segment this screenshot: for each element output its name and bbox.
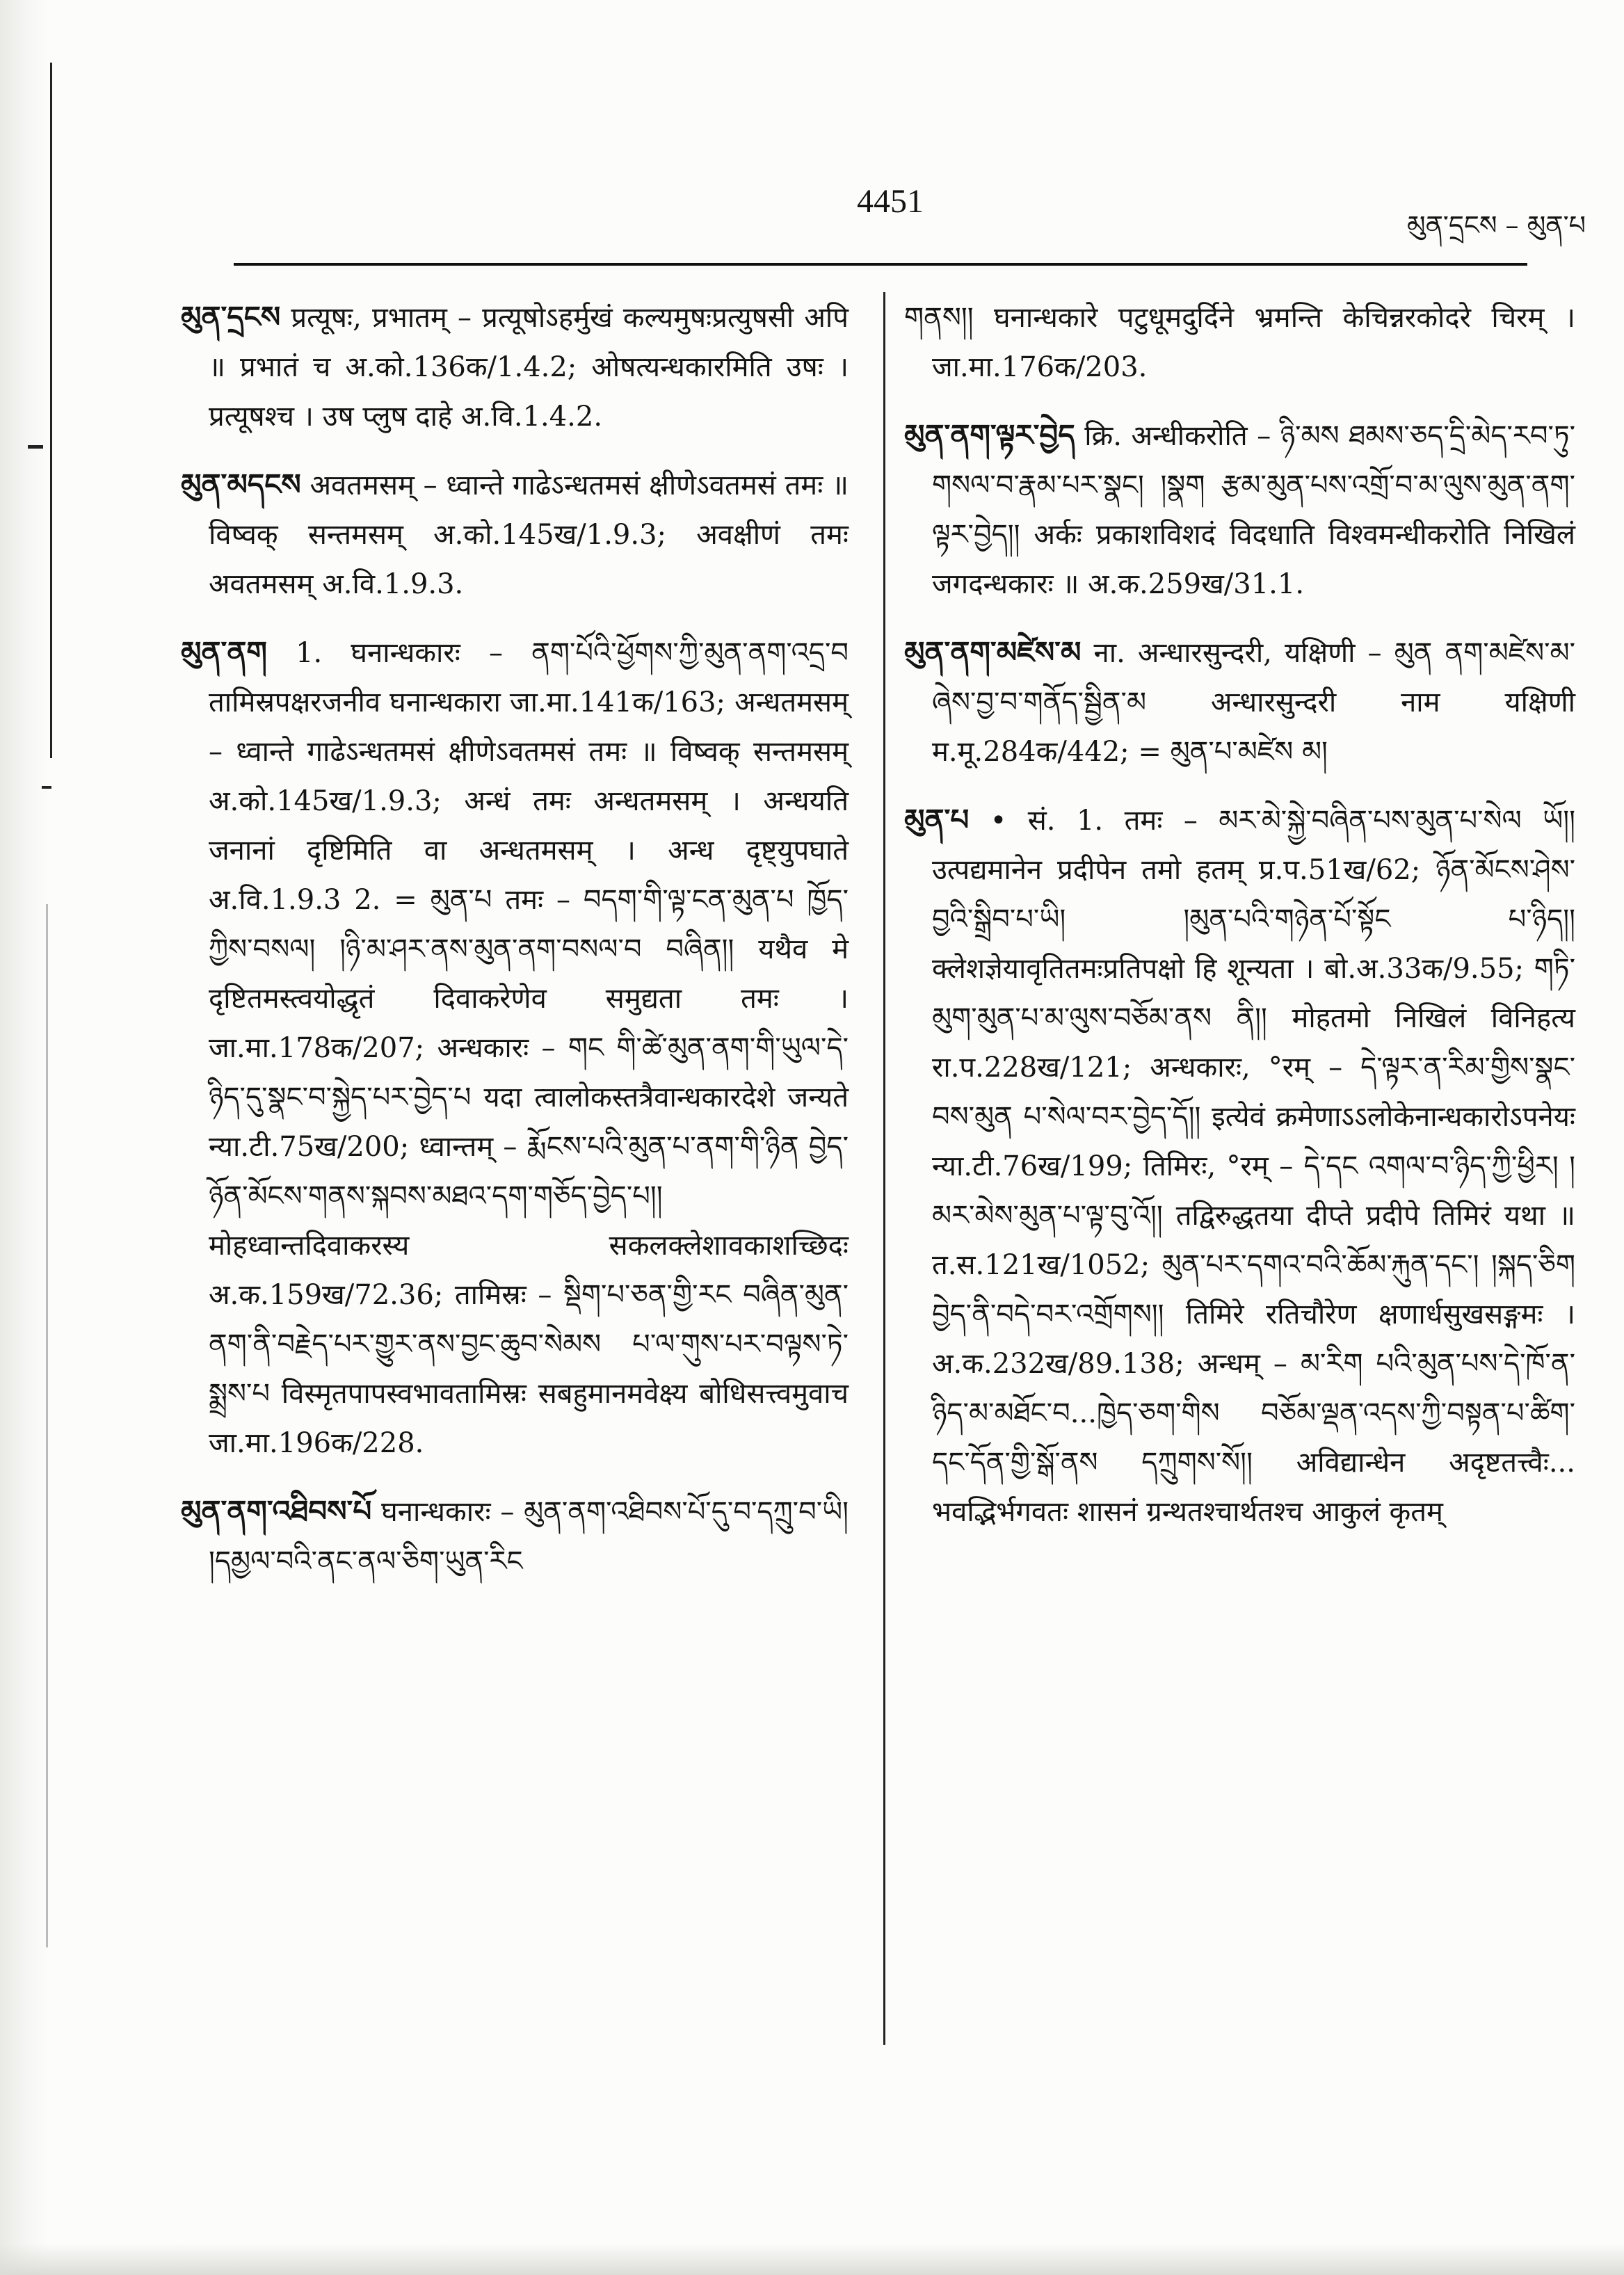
entry-body: अवतमसम् – ध्वान्ते गाढेऽन्धतमसं क्षीणेऽवतमसं तमः ॥ विष्वक् सन्तमसम् अ.को.145ख/1.9.3; अवक्षीणं तमः अवतमसम् अ.वि.1.9.3. — [209, 469, 849, 600]
dictionary-entry — [181, 460, 849, 609]
entry-body: प्रत्यूषः, प्रभातम् – प्रत्यूषोऽहर्मुखं कल्यमुषःप्रत्युषसी अपि ॥ प्रभातं च अ.को.136क/1.4.2; ओषत्यन्धकारमिति उषः । प्रत्यूषश्च । उष प्लुष दाहे अ.वि.1.4.2. — [209, 302, 849, 433]
dictionary-entry-continuation — [904, 292, 1575, 392]
entry-body: घनान्धकारः – མུན་ནག་འཐིབས་པོ་དུ་བ་དཀྲུ་བ་ཡི། །དམྱལ་བའི་ནང་ནལ་ཅིག་ཡུན་རིང — [209, 1496, 849, 1577]
entry-headword: མུན་ནག་འཐིབས་པོ — [181, 1494, 372, 1528]
entry-body: • सं. 1. तमः – མར་མེ་སྐྱེ་བཞིན་པས་མུན་པ་སེལ ཡོ།། उत्पद्यमानेन प्रदीपेन तमो हतम् प्र.प.51ख/62; ཉོན་མོངས་ཤེས་བྱའི་སྒྲིབ་པ་ཡི། །མུན་པའི་གཉེན་པོ་སྟོང པ་ཉིད།། क्लेशज्ञेयावृतितमःप्रतिपक्षो हि शून्यता । बो.अ.33क/9.55; གཏི་མུག་མུན་པ་མ་ལུས་བཅོམ་ནས ནི།། मोहतमो निखिलं विनिहत्य रा.प.228ख/121; अन्धकारः, °रम् – དེ་ལྟར་ན་རིམ་གྱིས་སྣང་བས་མུན པ་སེལ་བར་བྱེད་དོ།། इत्येवं क्रमेणाऽऽलोकेनान्धकारोऽपनेयः न्या.टी.76ख/199; तिमिरः, °रम् – དེ་དང འགལ་བ་ཉིད་ཀྱི་ཕྱིར། །མར་མེས་མུན་པ་ལྟ་བུ་འོ།། तद्विरुद्धतया दीप्ते प्रदीपे तिमिरं यथा ॥ त.स.121ख/1052; མུན་པར་དགའ་བའི་ཆོམ་རྐུན་དང་། །སྐད་ཅིག བྱེད་ནི་བདེ་བར་འགྲོགས།། तिमिरे रतिचौरेण क्षणार्धसुखसङ्गमः । अ.क.232ख/89.138; अन्धम् – མ་རིག པའི་མུན་པས་དེ་ཁོ་ན་ཉིད་མ་མཐོང་བ...ཁྱེད་ཅག་གིས བཅོམ་ལྡན་འདས་ཀྱི་བསྟན་པ་ཚིག་དང་དོན་གྱི་སྒོ་ནས དཀྲུགས་སོ།། अविद्यान्धेन अदृष्टतत्त्वैः... भवद्भिर्भगवतः शासनं ग्रन्थतश्चार्थतश्च आकुलं कृतम् — [932, 805, 1576, 1528]
entry-headword: མུན་ནག་ལྟར་བྱེད — [904, 418, 1075, 452]
entry-headword: མུན་མདངས — [181, 467, 301, 501]
entry-body: གནས།། घनान्धकारे पटुधूमदुर्दिने भ्रमन्ति केचिन्नरकोदरे चिरम् । जा.मा.176क/203. — [904, 302, 1575, 383]
left-column — [181, 292, 849, 1605]
entry-headword: མུན་དྲངས — [181, 300, 281, 334]
scan-mark — [28, 445, 43, 449]
scan-mark — [46, 904, 48, 1947]
entry-body: 1. घनान्धकारः – ནག་པོའི་ཕྱོགས་ཀྱི་མུན་ནག་འདྲ་བ तामिस्रपक्षरजनीव घनान्धकारा जा.मा.141क/163; अन्धतमसम् – ध्वान्ते गाढेऽन्धतमसं क्षीणेऽवतमसं तमः ॥ विष्वक् सन्तमसम् अ.को.145ख/1.9.3; अन्धं तमः अन्धतमसम् । अन्धयति जनानां दृष्टिमिति वा अन्धतमसम् । अन्ध दृष्ट्युपघाते अ.वि.1.9.3 2. = མུན་པ तमः – བདག་གི་ལྟ་ངན་མུན་པ ཁྱོད་ཀྱིས་བསལ། །ཉི་མ་ཤར་ནས་མུན་ནག་བསལ་བ བཞིན།། यथैव मे दृष्टितमस्त्वयोद्धृतं दिवाकरेणेव समुद्यता तमः । जा.मा.178क/207; अन्धकारः – གང གི་ཚེ་མུན་ནག་གི་ཡུལ་དེ་ཉིད་དུ་སྣང་བ་སྐྱེད་པར་བྱེད་པ यदा त्वालोकस्तत्रैवान्धकारदेशे जन्यते न्या.टी.75ख/200; ध्वान्तम् – རྨོངས་པའི་མུན་པ་ནག་གི་ཉིན བྱེད་ཉོན་མོངས་གནས་སྐབས་མཐའ་དག་གཅོད་བྱེད་པ།། मोहध्वान्तदिवाकरस्य सकलक्लेशावकाशच्छिदः अ.क.159ख/72.36; तामिस्रः – སྡིག་པ་ཅན་གྱི་རང བཞིན་མུན་ནག་ནི་བརྗེད་པར་གྱུར་ནས་བྱང་ཆུབ་སེམས པ་ལ་གུས་པར་བལྟས་ཏེ་སྨྲས་པ विस्मृतपापस्वभावतामिस्रः सबहुमानमवेक्ष्य बोधिसत्त्वमुवाच जा.मा.196क/228. — [209, 637, 849, 1459]
scan-edge-shadow — [0, 0, 49, 2275]
right-column — [904, 292, 1575, 1555]
dictionary-entry — [904, 795, 1575, 1537]
entry-headword: མུན་ནག — [181, 635, 267, 669]
dictionary-entry — [181, 1486, 849, 1586]
dictionary-entry — [181, 292, 849, 442]
entry-body: क्रि. अन्धीकरोति – ཉི་མས ཐམས་ཅད་དྲི་མེད་རབ་ཏུ་གསལ་བ་རྣམ་པར་སྣང། །སྣག རྩམ་མུན་པས་འགྲོ་བ་མ་ལུས་མུན་ནག་ལྟར་བྱེད།། अर्कः प्रकाशविशदं विदधाति विश्वमन्धीकरोति निखिलं जगदन्धकारः ॥ अ.क.259ख/31.1. — [932, 420, 1576, 600]
entry-body: ना. अन्धारसुन्दरी, यक्षिणी – མུན ནག་མཛེས་མ་ཞེས་བྱ་བ་གནོད་སྦྱིན་མ अन्धारसुन्दरी नाम यक्षिणी म.मू.284क/442; = མུན་པ་མཛེས མ། — [932, 637, 1576, 768]
header-rule — [234, 263, 1527, 266]
page-number: 4451 — [857, 183, 924, 220]
scan-mark — [50, 63, 52, 758]
scan-mark — [42, 786, 51, 789]
dictionary-entry — [904, 410, 1575, 609]
entry-headword: མུན་ནག་མཛེས་མ — [904, 635, 1082, 669]
dictionary-entry — [181, 627, 849, 1468]
column-divider — [883, 292, 885, 2045]
entry-headword: མུན་པ — [904, 803, 970, 837]
scan-bottom-edge — [0, 2243, 1624, 2275]
dictionary-entry — [904, 627, 1575, 777]
running-head: མུན་དྲངས – མུན་པ — [1406, 210, 1586, 241]
